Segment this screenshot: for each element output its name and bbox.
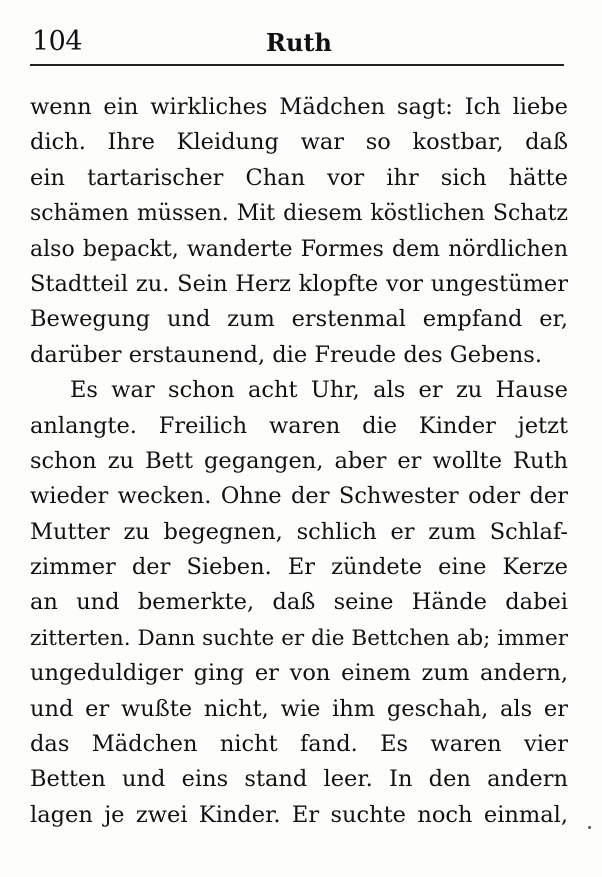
text-line: lagen je zwei Kinder. Er suchte noch einmal,: [30, 801, 568, 828]
text-line: an und bemerkte, daß seine Hände dabei: [30, 589, 568, 616]
text-line: Mutter zu begegnen, schlich er zum Schlaf-: [30, 518, 568, 545]
text-line: das Mädchen nicht fand. Es waren vier: [30, 731, 568, 758]
body-text: [30, 90, 568, 833]
text-line: ungeduldiger ging er von einem zum andern,: [30, 660, 568, 687]
text-line: Stadtteil zu. Sein Herz klopfte vor ungestümer: [30, 270, 568, 297]
text-line: Es war schon acht Uhr, als er zu Hause: [70, 377, 568, 404]
text-line: anlangte. Freilich waren die Kinder jetzt: [30, 412, 568, 439]
text-line: Bewegung und zum erstenmal empfand er,: [30, 306, 568, 333]
text-line: wieder wecken. Ohne der Schwester oder der: [30, 483, 568, 510]
text-line: also bepackt, wanderte Formes dem nördlichen: [30, 236, 568, 262]
text-line: wenn ein wirkliches Mädchen sagt: Ich liebe: [30, 94, 568, 120]
text-line: und er wußte nicht, wie ihm geschah, als er: [30, 695, 568, 722]
text-line: dich. Ihre Kleidung war so kostbar, daß: [30, 129, 568, 156]
text-line: schon zu Bett gegangen, aber er wollte Ruth: [30, 447, 568, 474]
text-line: zimmer der Sieben. Er zündete eine Kerze: [30, 554, 568, 581]
text-line: zitterten. Dann suchte er die Bettchen ab; immer: [30, 625, 568, 651]
header-rule: [30, 64, 564, 66]
text-line: darüber erstaunend, die Freude des Gebens.: [30, 341, 542, 368]
text-line: ein tartarischer Chan vor ihr sich hätte: [30, 164, 568, 191]
running-title: Ruth: [266, 28, 332, 57]
page-header: [30, 22, 568, 62]
margin-speck: [588, 826, 591, 829]
page-number: 104: [32, 26, 83, 57]
text-line: Betten und eins stand leer. In den andern: [30, 766, 568, 793]
text-line: schämen müssen. Mit diesem köstlichen Schatz: [30, 201, 568, 227]
